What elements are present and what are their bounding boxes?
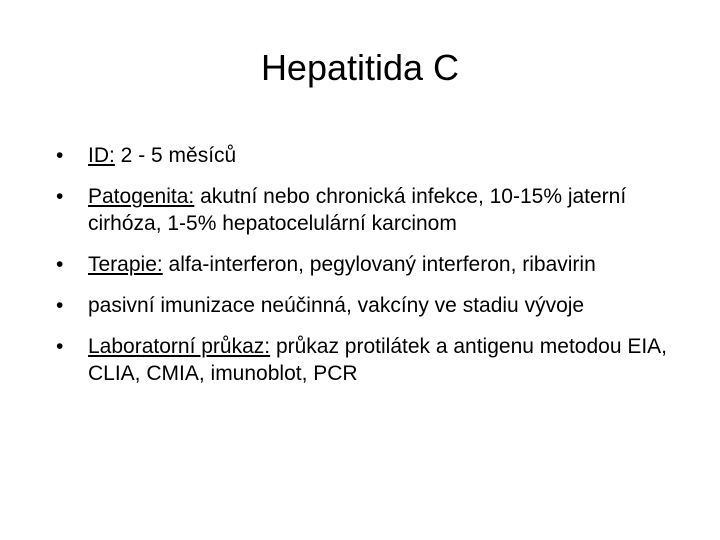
bullet-item-id	[56, 142, 676, 169]
bullet-item-patogenita	[56, 183, 676, 237]
bullet-item-imunizace	[56, 292, 676, 319]
slide-title: Hepatitida C	[260, 47, 460, 88]
bullet-text: alfa-interferon, pegylovaný interferon, ribavirin	[162, 253, 596, 276]
bullet-term: ID:	[88, 144, 115, 167]
bullet-term: Laboratorní průkaz:	[88, 335, 271, 358]
bullet-text: 2 - 5 měsíců	[114, 144, 237, 167]
bullet-text: akutní nebo chronická infekce, 10-15% jaterní cirhóza, 1-5% hepatocelulární karcinom	[88, 185, 627, 235]
bullet-icon: •	[56, 144, 64, 167]
bullet-icon: •	[56, 185, 64, 208]
bullet-icon: •	[56, 335, 64, 358]
bullet-text: průkaz protilátek a antigenu metodou EIA, CLIA, CMIA, imunoblot, PCR	[88, 335, 668, 385]
bullet-icon: •	[56, 253, 64, 276]
bullet-item-terapie	[56, 251, 676, 278]
bullet-term: Terapie:	[88, 253, 163, 276]
bullet-list	[56, 142, 676, 401]
bullet-item-laboratorni-prukaz	[56, 333, 676, 387]
bullet-icon: •	[56, 294, 64, 317]
bullet-term: Patogenita:	[88, 185, 195, 208]
bullet-text: pasivní imunizace neúčinná, vakcíny ve stadiu vývoje	[88, 294, 585, 317]
